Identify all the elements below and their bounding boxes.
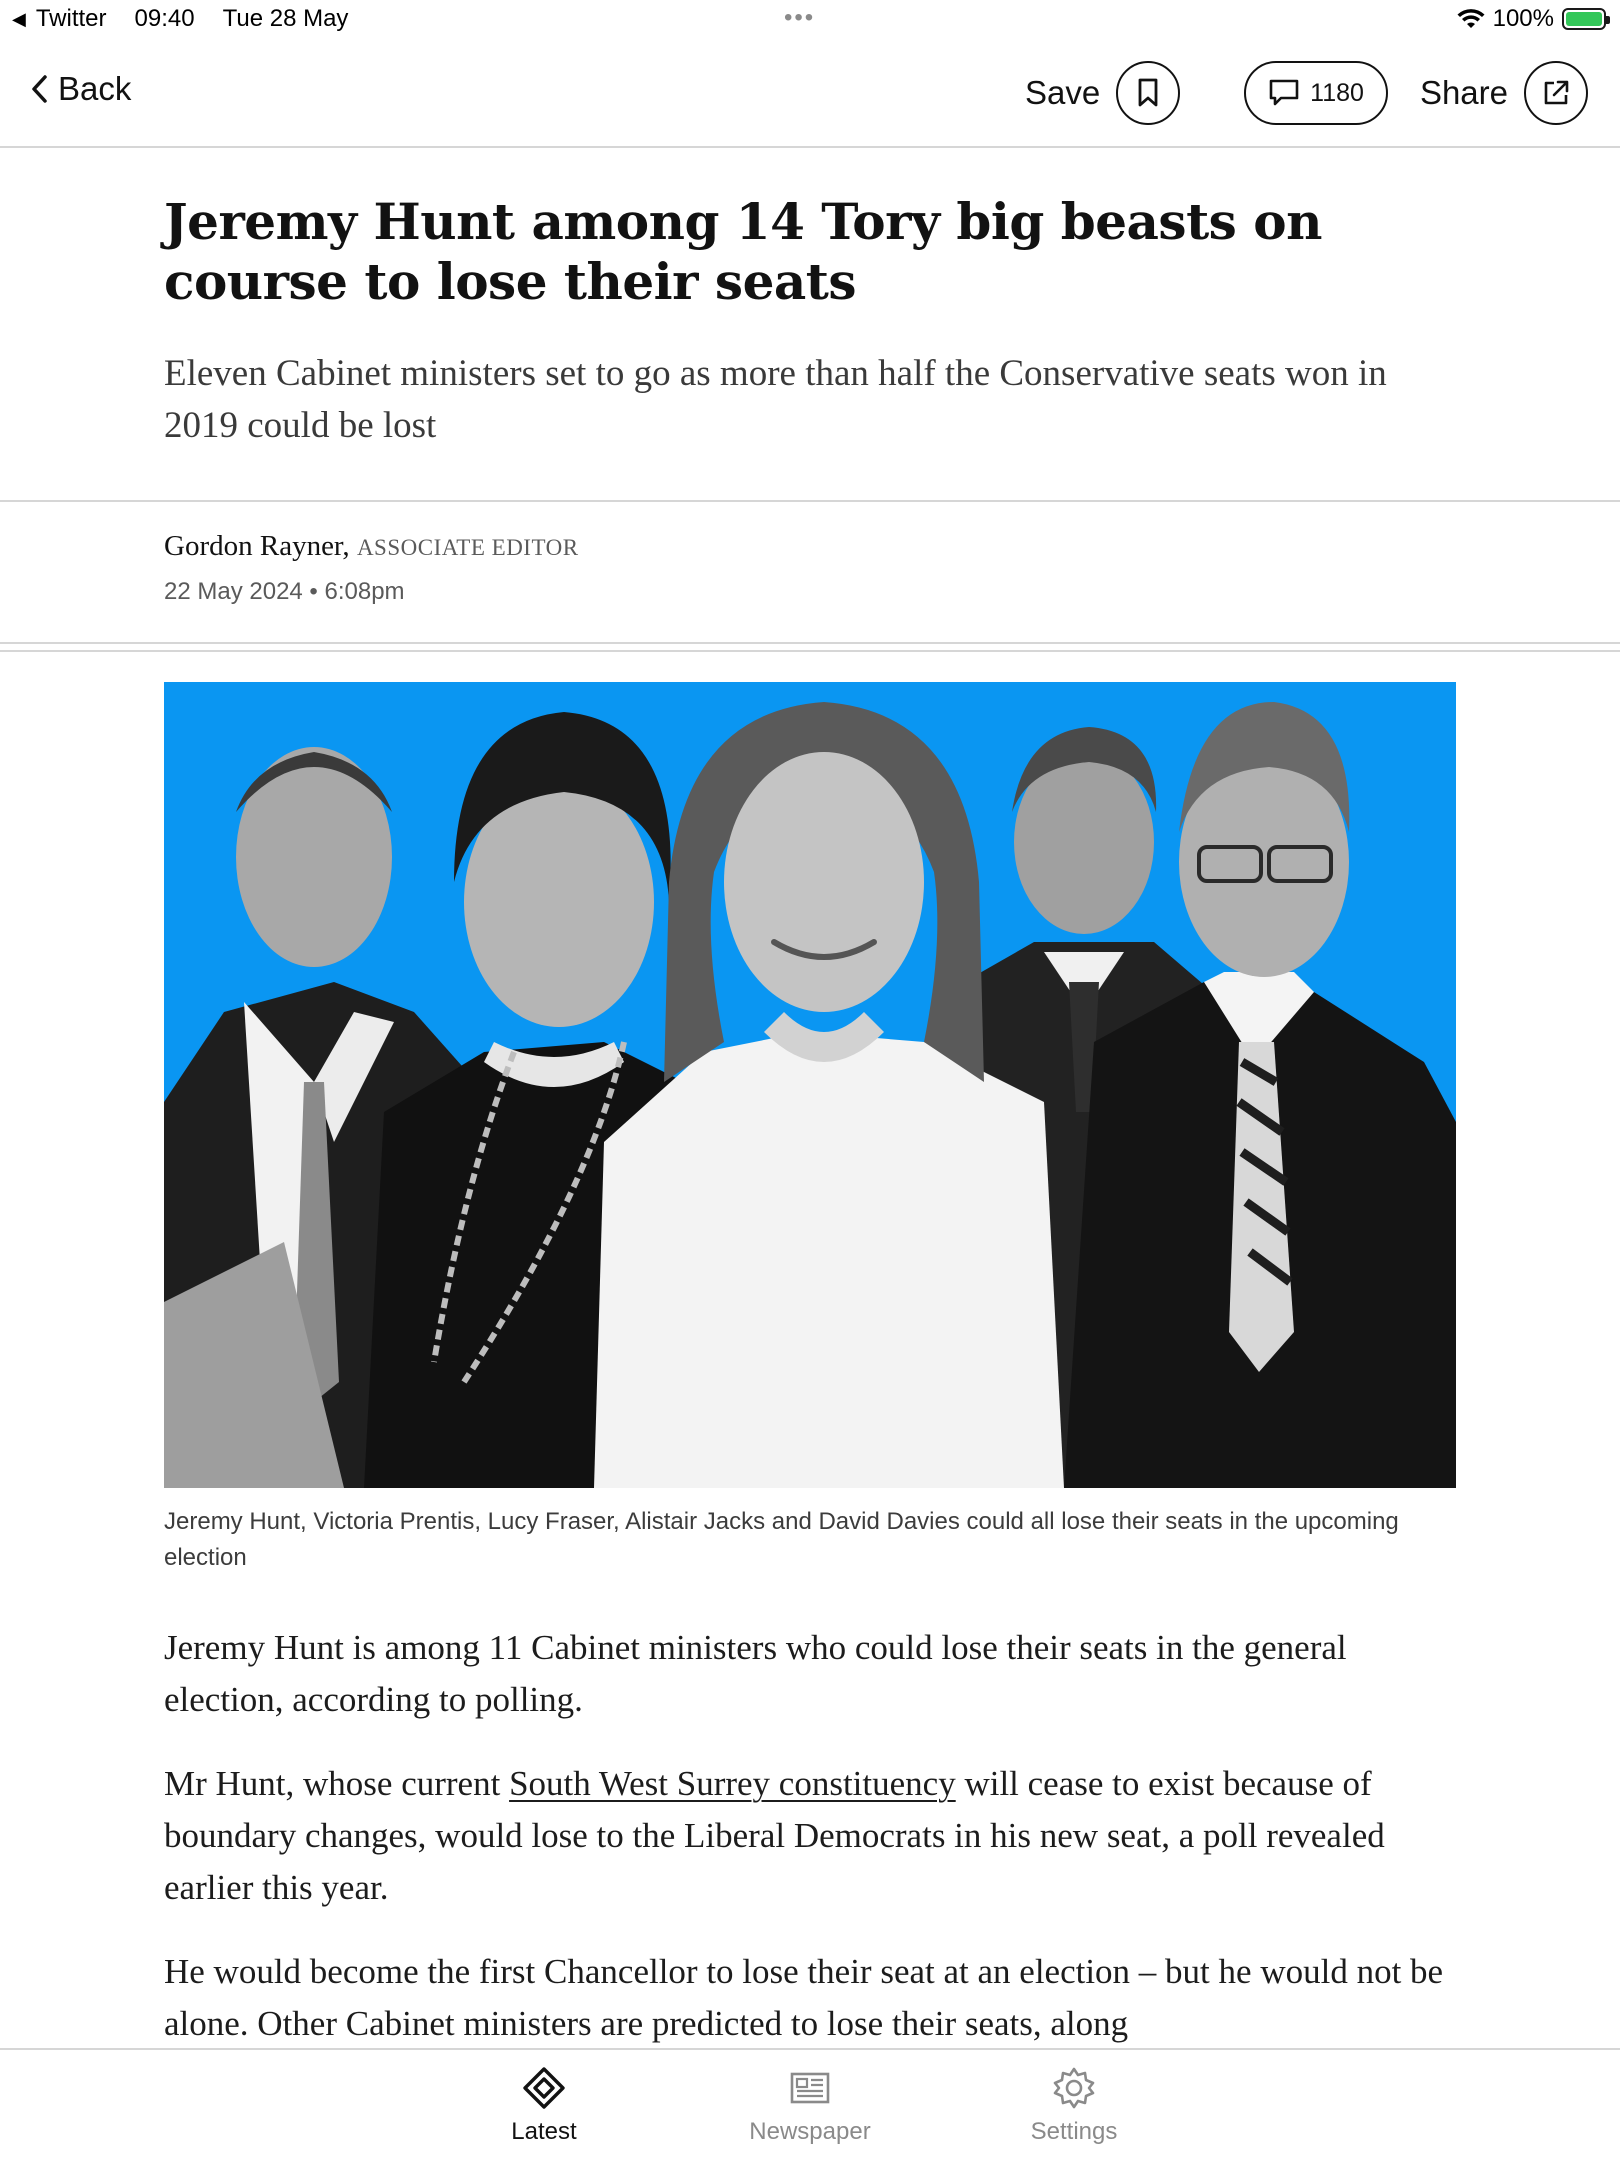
tab-label: Settings <box>1030 2118 1118 2145</box>
comment-count: 1180 <box>1310 78 1364 107</box>
share-label[interactable]: Share <box>1419 74 1508 111</box>
battery-percent: 100% <box>1492 5 1554 32</box>
comments-button[interactable] <box>1244 61 1388 125</box>
share-icon <box>1541 78 1571 108</box>
tab-bar <box>0 2048 1620 2160</box>
paragraph <box>164 1758 1464 1914</box>
nav-bar <box>0 40 1620 148</box>
save-label[interactable]: Save <box>1024 74 1101 111</box>
share-button[interactable] <box>1524 61 1588 125</box>
hero-image-illustration <box>164 682 1456 1488</box>
chevron-left-icon <box>30 74 48 104</box>
constituency-link[interactable]: South West Surrey constituency <box>509 1764 956 1803</box>
hero-image[interactable] <box>164 682 1456 1488</box>
nav-actions <box>1025 61 1588 125</box>
tab-latest[interactable] <box>464 2066 624 2146</box>
status-date: Tue 28 May <box>222 5 349 32</box>
save-button[interactable] <box>1116 61 1180 125</box>
divider <box>0 500 1620 502</box>
byline <box>164 530 579 563</box>
back-button[interactable] <box>30 70 131 108</box>
back-to-app-label[interactable]: Twitter <box>35 5 107 32</box>
divider <box>0 642 1620 644</box>
bookmark-icon <box>1137 78 1159 108</box>
battery-icon <box>1562 8 1606 30</box>
paragraph: Jeremy Hunt is among 11 Cabinet ministers who could lose their seats in the general election, according to polling. <box>164 1628 1347 1719</box>
newspaper-icon <box>788 2066 832 2110</box>
status-bar-right <box>1457 5 1606 33</box>
tab-newspaper[interactable] <box>730 2066 890 2146</box>
paragraph-text: will cease to exist because of boundary changes, would lose to the Liberal Democrats in his new seat, a poll revealed earlier this year. <box>164 1764 1385 1907</box>
status-bar <box>0 0 1620 40</box>
comment-icon <box>1268 78 1300 108</box>
publish-date: 22 May 2024 • 6:08pm <box>164 578 405 605</box>
tab-label: Latest <box>511 2118 577 2145</box>
paragraph-text: Mr Hunt, whose current <box>164 1764 510 1803</box>
back-to-app-icon[interactable]: ◀ <box>12 8 26 29</box>
image-caption: Jeremy Hunt, Victoria Prentis, Lucy Fraser, Alistair Jacks and David Davies could all lose their seats in the upcoming election <box>164 1508 1399 1571</box>
author-role: ASSOCIATE EDITOR <box>356 535 579 560</box>
settings-icon <box>1052 2066 1096 2110</box>
status-time: 09:40 <box>134 5 195 32</box>
back-label: Back <box>58 70 132 107</box>
author-name[interactable]: Gordon Rayner, <box>164 530 350 562</box>
tab-label: Newspaper <box>749 2118 871 2145</box>
tab-settings[interactable] <box>994 2066 1154 2146</box>
paragraph: He would become the first Chancellor to lose their seat at an election – but he would not be alone. Other Cabinet ministers are predicted to lose their seats, along <box>164 1952 1444 2043</box>
wifi-icon <box>1457 8 1485 30</box>
article-body <box>164 1622 1464 2082</box>
article-headline: Jeremy Hunt among 14 Tory big beasts on course to lose their seats <box>164 192 1322 311</box>
multitasking-dots[interactable]: ••• <box>784 4 816 31</box>
article-standfirst: Eleven Cabinet ministers set to go as more than half the Conservative seats won in 2019 could be lost <box>164 353 1387 446</box>
divider <box>0 650 1620 652</box>
latest-icon <box>522 2066 566 2110</box>
status-bar-left <box>12 5 348 33</box>
